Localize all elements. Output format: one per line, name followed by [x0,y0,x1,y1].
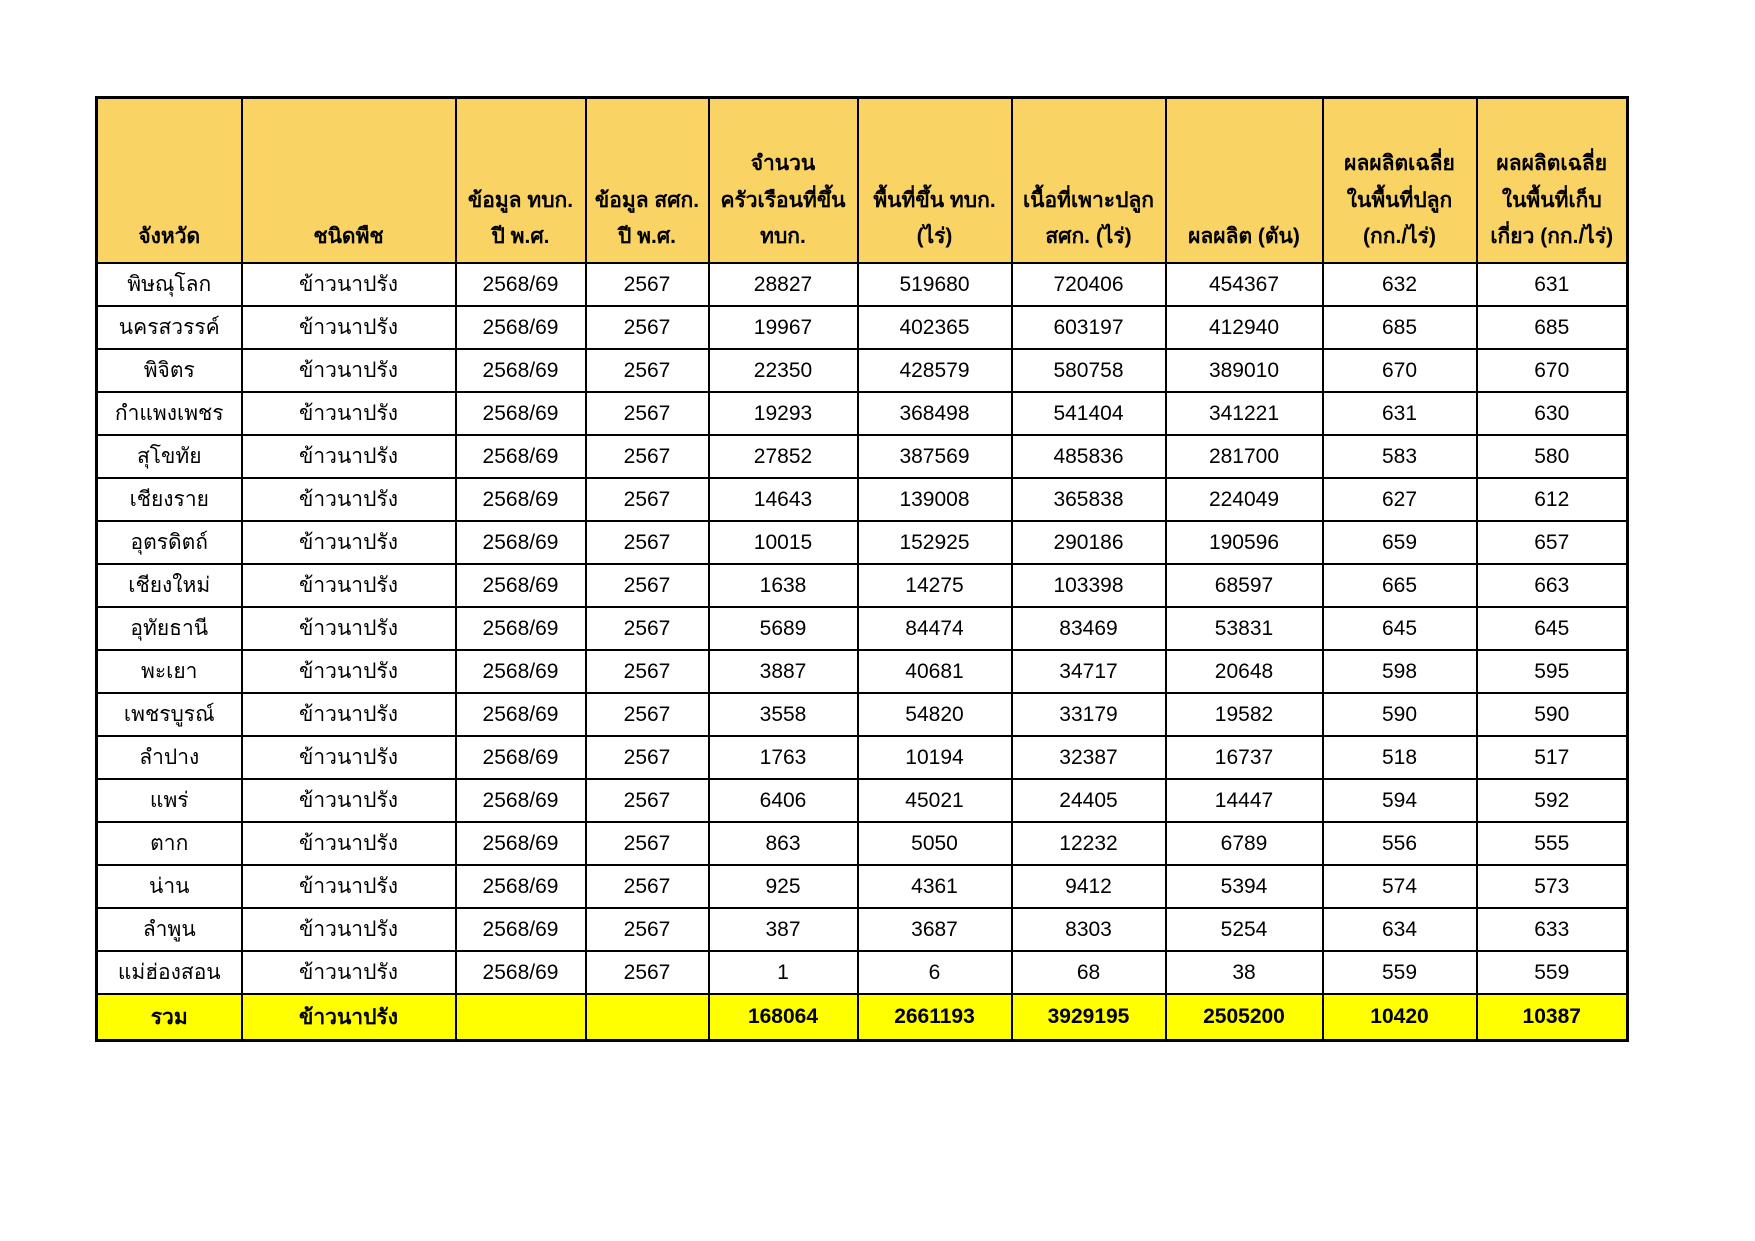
cell-crop-type: ข้าวนาปรัง [242,521,456,564]
cell-province: สุโขทัย [97,435,242,478]
cell-province: พะเยา [97,650,242,693]
total-cell-households: 168064 [709,994,858,1041]
column-header-planted-area: เนื้อที่เพาะปลูก สศก. (ไร่) [1012,98,1166,264]
cell-households: 1763 [709,736,858,779]
cell-crop-type: ข้าวนาปรัง [242,349,456,392]
cell-tbk-data-year: 2568/69 [456,908,586,951]
cell-province: เชียงใหม่ [97,564,242,607]
table-row [97,908,1628,951]
cell-production: 454367 [1166,263,1323,306]
table-row [97,564,1628,607]
cell-yield-planted: 594 [1323,779,1477,822]
cell-yield-harvested: 590 [1477,693,1628,736]
cell-crop-type: ข้าวนาปรัง [242,650,456,693]
cell-planted-area: 290186 [1012,521,1166,564]
cell-province: พิจิตร [97,349,242,392]
cell-province: อุตรดิตถ์ [97,521,242,564]
cell-planted-area: 603197 [1012,306,1166,349]
cell-oae-data-year: 2567 [586,736,709,779]
cell-crop-type: ข้าวนาปรัง [242,951,456,994]
cell-tbk-data-year: 2568/69 [456,736,586,779]
cell-area-tbk: 40681 [858,650,1012,693]
cell-planted-area: 33179 [1012,693,1166,736]
cell-planted-area: 83469 [1012,607,1166,650]
cell-households: 387 [709,908,858,951]
table-row [97,435,1628,478]
cell-households: 27852 [709,435,858,478]
cell-households: 10015 [709,521,858,564]
cell-area-tbk: 402365 [858,306,1012,349]
cell-planted-area: 34717 [1012,650,1166,693]
cell-yield-harvested: 645 [1477,607,1628,650]
cell-production: 412940 [1166,306,1323,349]
cell-tbk-data-year: 2568/69 [456,521,586,564]
cell-area-tbk: 387569 [858,435,1012,478]
table-row [97,349,1628,392]
cell-yield-planted: 574 [1323,865,1477,908]
cell-production: 19582 [1166,693,1323,736]
cell-oae-data-year: 2567 [586,779,709,822]
cell-planted-area: 485836 [1012,435,1166,478]
cell-tbk-data-year: 2568/69 [456,865,586,908]
cell-tbk-data-year: 2568/69 [456,693,586,736]
cell-production: 341221 [1166,392,1323,435]
cell-planted-area: 12232 [1012,822,1166,865]
cell-oae-data-year: 2567 [586,650,709,693]
cell-households: 19967 [709,306,858,349]
total-cell-tbk-data-year [456,994,586,1041]
total-cell-oae-data-year [586,994,709,1041]
table-row [97,822,1628,865]
total-cell-production: 2505200 [1166,994,1323,1041]
cell-yield-harvested: 670 [1477,349,1628,392]
total-cell-province: รวม [97,994,242,1041]
table-row [97,951,1628,994]
cell-households: 14643 [709,478,858,521]
cell-yield-planted: 627 [1323,478,1477,521]
cell-province: แม่ฮ่องสอน [97,951,242,994]
cell-crop-type: ข้าวนาปรัง [242,693,456,736]
cell-yield-planted: 583 [1323,435,1477,478]
cell-tbk-data-year: 2568/69 [456,951,586,994]
cell-yield-harvested: 657 [1477,521,1628,564]
cell-oae-data-year: 2567 [586,607,709,650]
cell-production: 190596 [1166,521,1323,564]
cell-oae-data-year: 2567 [586,435,709,478]
cell-area-tbk: 139008 [858,478,1012,521]
cell-tbk-data-year: 2568/69 [456,392,586,435]
cell-crop-type: ข้าวนาปรัง [242,564,456,607]
total-cell-area-tbk: 2661193 [858,994,1012,1041]
cell-production: 281700 [1166,435,1323,478]
cell-area-tbk: 368498 [858,392,1012,435]
cell-tbk-data-year: 2568/69 [456,435,586,478]
total-cell-yield-harvested: 10387 [1477,994,1628,1041]
cell-yield-harvested: 663 [1477,564,1628,607]
cell-yield-harvested: 559 [1477,951,1628,994]
cell-province: เชียงราย [97,478,242,521]
cell-area-tbk: 6 [858,951,1012,994]
cell-households: 28827 [709,263,858,306]
cell-tbk-data-year: 2568/69 [456,306,586,349]
cell-yield-harvested: 573 [1477,865,1628,908]
cell-province: อุทัยธานี [97,607,242,650]
table-row [97,650,1628,693]
cell-crop-type: ข้าวนาปรัง [242,607,456,650]
table-row [97,607,1628,650]
cell-oae-data-year: 2567 [586,693,709,736]
cell-planted-area: 541404 [1012,392,1166,435]
cell-tbk-data-year: 2568/69 [456,779,586,822]
cell-households: 19293 [709,392,858,435]
cell-area-tbk: 5050 [858,822,1012,865]
cell-area-tbk: 10194 [858,736,1012,779]
column-header-production: ผลผลิต (ตัน) [1166,98,1323,264]
cell-area-tbk: 519680 [858,263,1012,306]
cell-tbk-data-year: 2568/69 [456,650,586,693]
cell-planted-area: 68 [1012,951,1166,994]
cell-planted-area: 580758 [1012,349,1166,392]
total-cell-crop-type: ข้าวนาปรัง [242,994,456,1041]
cell-households: 3887 [709,650,858,693]
cell-yield-planted: 590 [1323,693,1477,736]
cell-oae-data-year: 2567 [586,392,709,435]
cell-planted-area: 24405 [1012,779,1166,822]
cell-province: ตาก [97,822,242,865]
cell-province: กำแพงเพชร [97,392,242,435]
cell-area-tbk: 84474 [858,607,1012,650]
cell-yield-planted: 632 [1323,263,1477,306]
table-row [97,693,1628,736]
cell-crop-type: ข้าวนาปรัง [242,306,456,349]
cell-province: นครสวรรค์ [97,306,242,349]
cell-production: 14447 [1166,779,1323,822]
cell-crop-type: ข้าวนาปรัง [242,865,456,908]
table-row [97,521,1628,564]
column-header-area-tbk: พื้นที่ขึ้น ทบก. (ไร่) [858,98,1012,264]
cell-yield-planted: 559 [1323,951,1477,994]
cell-yield-planted: 659 [1323,521,1477,564]
cell-area-tbk: 428579 [858,349,1012,392]
cell-oae-data-year: 2567 [586,349,709,392]
cell-planted-area: 720406 [1012,263,1166,306]
cell-production: 389010 [1166,349,1323,392]
cell-yield-harvested: 592 [1477,779,1628,822]
cell-crop-type: ข้าวนาปรัง [242,908,456,951]
crop-data-table [95,96,1629,1042]
cell-area-tbk: 45021 [858,779,1012,822]
cell-households: 863 [709,822,858,865]
cell-area-tbk: 54820 [858,693,1012,736]
cell-oae-data-year: 2567 [586,951,709,994]
cell-yield-planted: 685 [1323,306,1477,349]
cell-area-tbk: 152925 [858,521,1012,564]
cell-yield-planted: 665 [1323,564,1477,607]
cell-yield-planted: 670 [1323,349,1477,392]
header-row [97,98,1628,264]
cell-production: 38 [1166,951,1323,994]
cell-production: 5254 [1166,908,1323,951]
total-cell-yield-planted: 10420 [1323,994,1477,1041]
total-cell-planted-area: 3929195 [1012,994,1166,1041]
table-row [97,263,1628,306]
cell-planted-area: 8303 [1012,908,1166,951]
cell-yield-planted: 556 [1323,822,1477,865]
cell-yield-harvested: 685 [1477,306,1628,349]
cell-yield-harvested: 630 [1477,392,1628,435]
column-header-crop-type: ชนิดพืช [242,98,456,264]
cell-yield-harvested: 612 [1477,478,1628,521]
cell-oae-data-year: 2567 [586,263,709,306]
column-header-province: จังหวัด [97,98,242,264]
cell-province: เพชรบูรณ์ [97,693,242,736]
cell-production: 6789 [1166,822,1323,865]
cell-households: 5689 [709,607,858,650]
cell-planted-area: 365838 [1012,478,1166,521]
cell-yield-planted: 598 [1323,650,1477,693]
cell-production: 53831 [1166,607,1323,650]
cell-planted-area: 103398 [1012,564,1166,607]
cell-crop-type: ข้าวนาปรัง [242,736,456,779]
cell-planted-area: 9412 [1012,865,1166,908]
cell-production: 224049 [1166,478,1323,521]
cell-production: 16737 [1166,736,1323,779]
cell-tbk-data-year: 2568/69 [456,263,586,306]
cell-production: 5394 [1166,865,1323,908]
table-body [97,263,1628,1041]
cell-crop-type: ข้าวนาปรัง [242,478,456,521]
cell-planted-area: 32387 [1012,736,1166,779]
column-header-yield-planted: ผลผลิตเฉลี่ย ในพื้นที่ปลูก (กก./ไร่) [1323,98,1477,264]
cell-households: 1 [709,951,858,994]
cell-yield-planted: 645 [1323,607,1477,650]
cell-production: 20648 [1166,650,1323,693]
cell-province: ลำปาง [97,736,242,779]
cell-crop-type: ข้าวนาปรัง [242,392,456,435]
column-header-households: จำนวน ครัวเรือนที่ขึ้น ทบก. [709,98,858,264]
cell-province: พิษณุโลก [97,263,242,306]
cell-yield-harvested: 595 [1477,650,1628,693]
column-header-yield-harvested: ผลผลิตเฉลี่ย ในพื้นที่เก็บ เกี่ยว (กก./ไร่) [1477,98,1628,264]
cell-yield-harvested: 631 [1477,263,1628,306]
cell-province: ลำพูน [97,908,242,951]
cell-crop-type: ข้าวนาปรัง [242,435,456,478]
cell-households: 1638 [709,564,858,607]
cell-crop-type: ข้าวนาปรัง [242,263,456,306]
cell-yield-planted: 634 [1323,908,1477,951]
table-header [97,98,1628,264]
cell-production: 68597 [1166,564,1323,607]
cell-oae-data-year: 2567 [586,822,709,865]
cell-oae-data-year: 2567 [586,521,709,564]
table-row [97,736,1628,779]
cell-area-tbk: 14275 [858,564,1012,607]
cell-yield-harvested: 517 [1477,736,1628,779]
cell-province: น่าน [97,865,242,908]
cell-area-tbk: 3687 [858,908,1012,951]
cell-tbk-data-year: 2568/69 [456,822,586,865]
cell-yield-harvested: 580 [1477,435,1628,478]
cell-households: 22350 [709,349,858,392]
cell-yield-planted: 518 [1323,736,1477,779]
cell-oae-data-year: 2567 [586,306,709,349]
cell-yield-planted: 631 [1323,392,1477,435]
cell-tbk-data-year: 2568/69 [456,564,586,607]
cell-tbk-data-year: 2568/69 [456,607,586,650]
table-row [97,392,1628,435]
total-row [97,994,1628,1041]
table-row [97,779,1628,822]
cell-tbk-data-year: 2568/69 [456,349,586,392]
cell-area-tbk: 4361 [858,865,1012,908]
column-header-oae-data-year: ข้อมูล สศก. ปี พ.ศ. [586,98,709,264]
cell-households: 925 [709,865,858,908]
table-row [97,865,1628,908]
cell-oae-data-year: 2567 [586,865,709,908]
cell-households: 3558 [709,693,858,736]
cell-crop-type: ข้าวนาปรัง [242,822,456,865]
cell-tbk-data-year: 2568/69 [456,478,586,521]
table-row [97,478,1628,521]
cell-crop-type: ข้าวนาปรัง [242,779,456,822]
cell-yield-harvested: 555 [1477,822,1628,865]
column-header-tbk-data-year: ข้อมูล ทบก. ปี พ.ศ. [456,98,586,264]
cell-yield-harvested: 633 [1477,908,1628,951]
table-row [97,306,1628,349]
cell-province: แพร่ [97,779,242,822]
cell-households: 6406 [709,779,858,822]
cell-oae-data-year: 2567 [586,478,709,521]
cell-oae-data-year: 2567 [586,908,709,951]
cell-oae-data-year: 2567 [586,564,709,607]
